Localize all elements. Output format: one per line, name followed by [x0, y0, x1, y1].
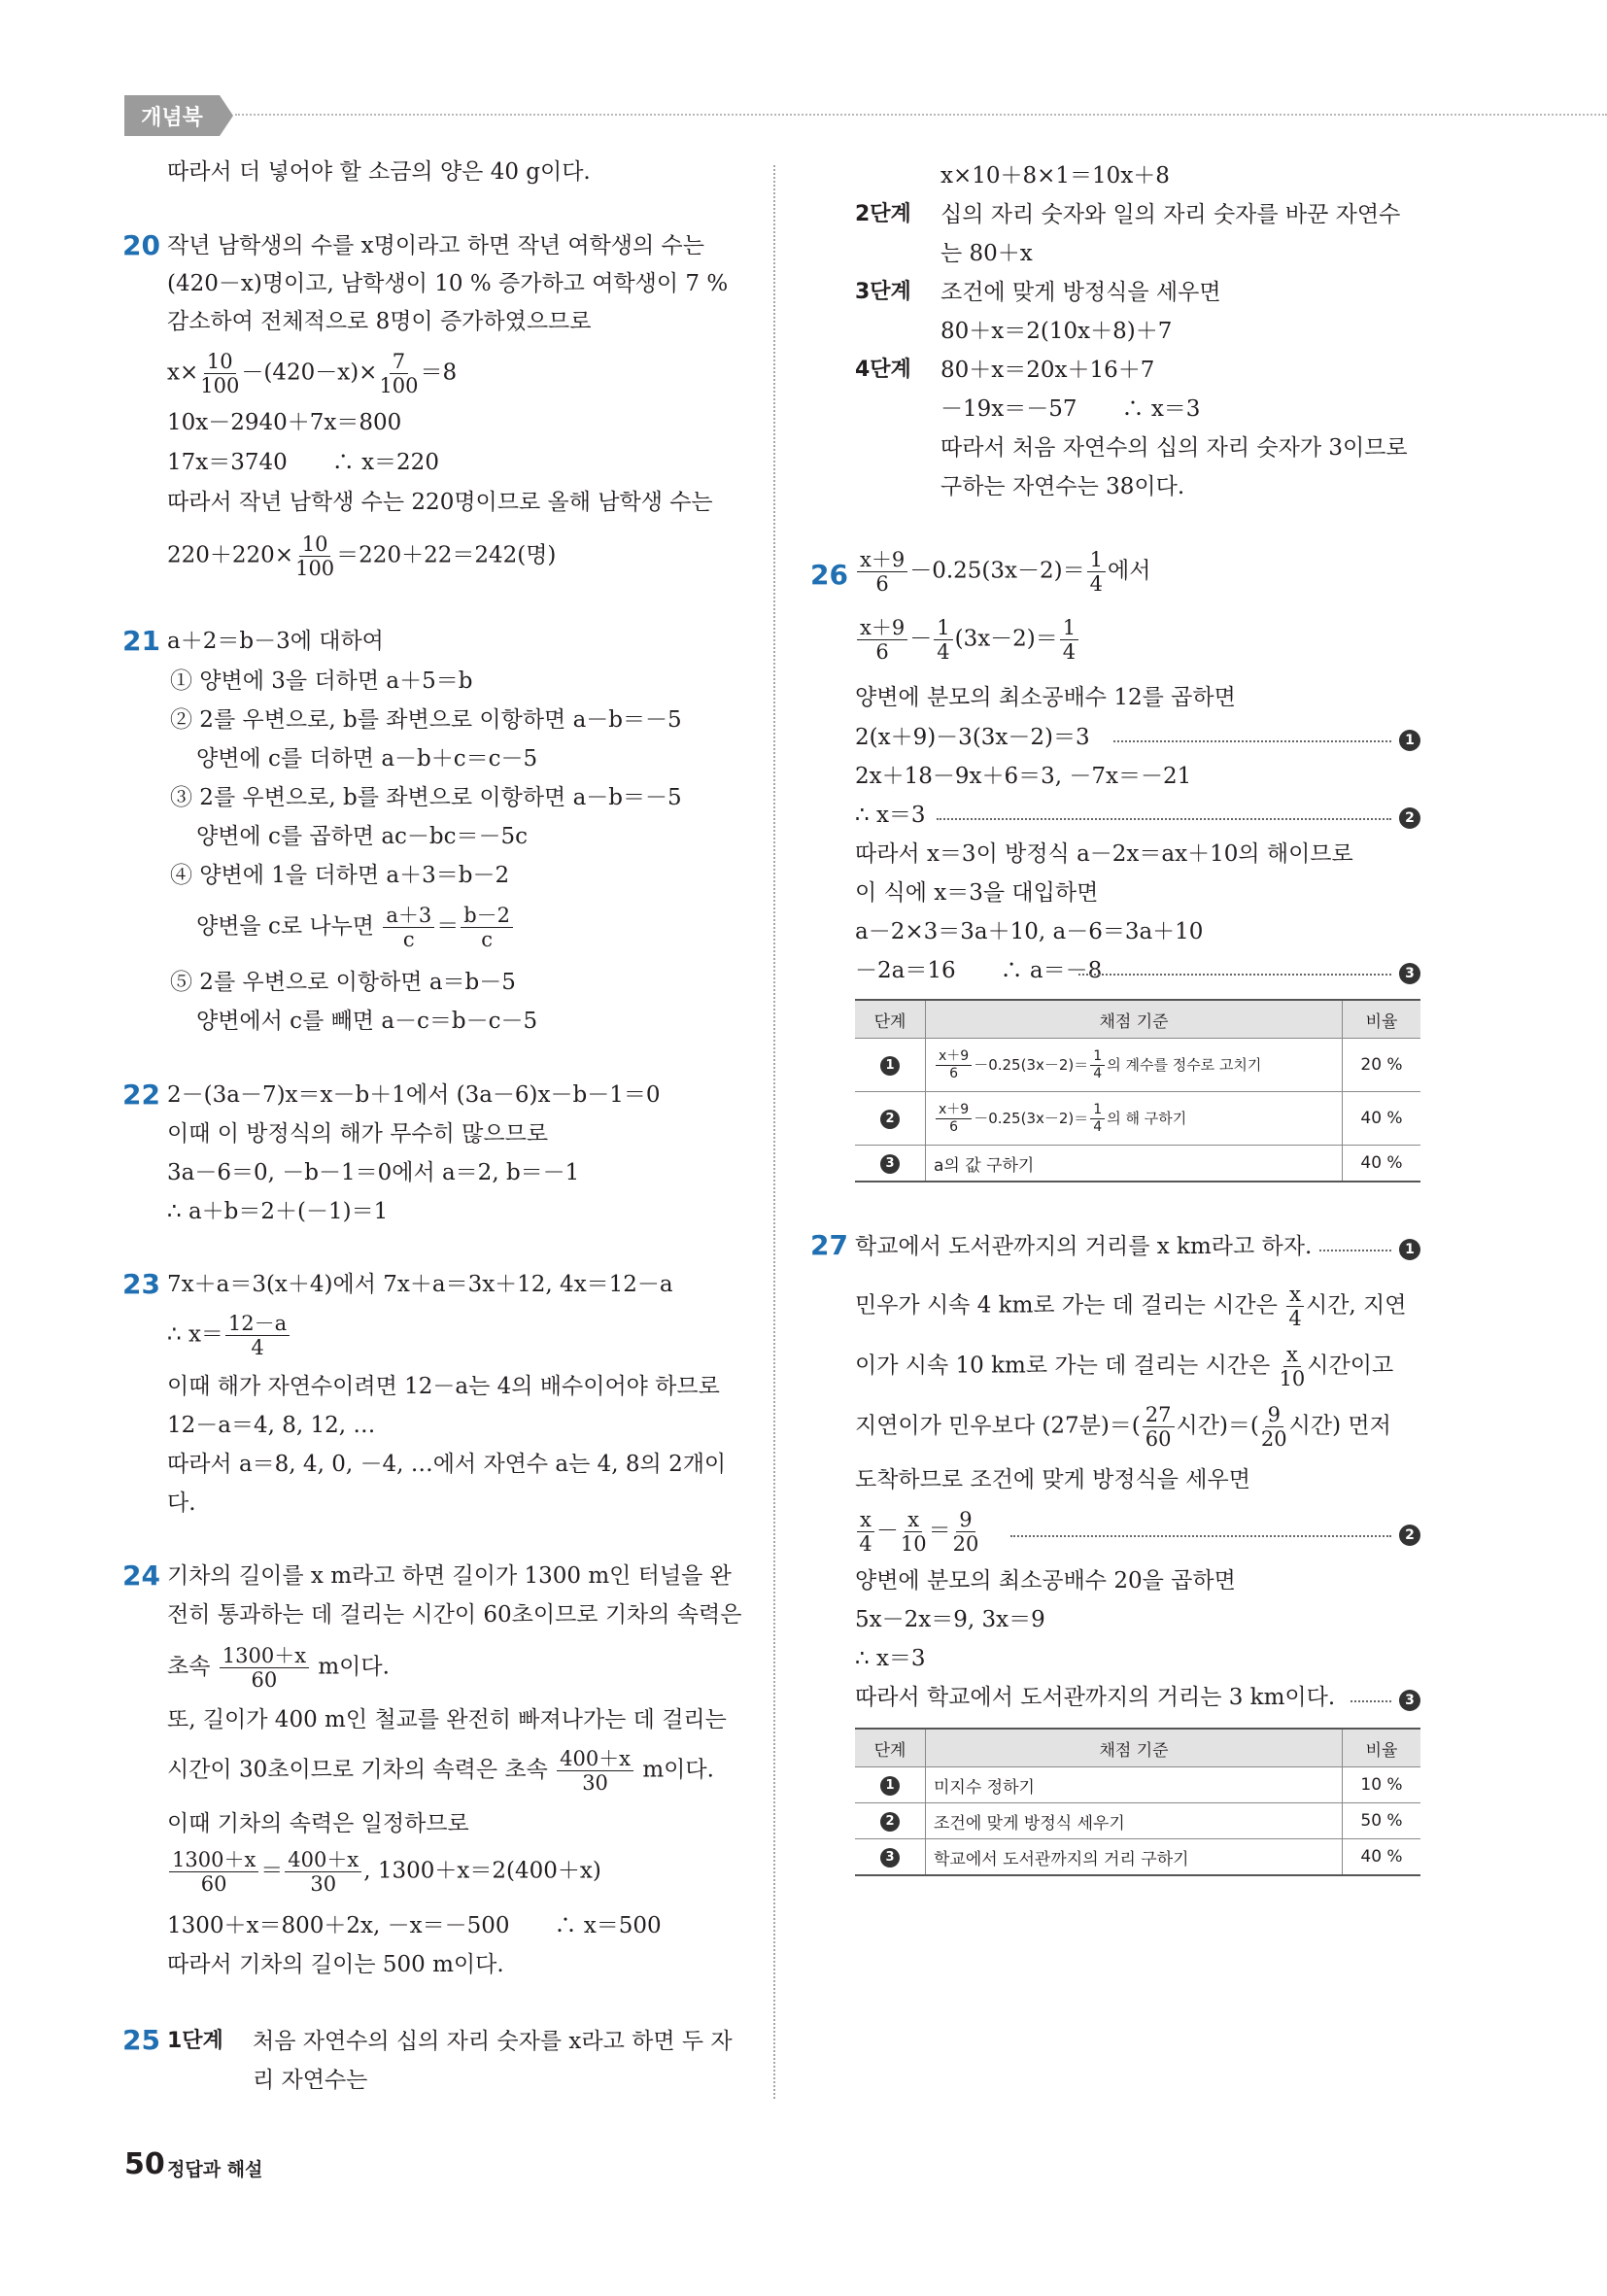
ratio-cell: 10 %	[1343, 1767, 1421, 1803]
step-label: 4단계	[855, 358, 911, 382]
equation-line	[855, 1343, 1393, 1390]
step-label: 3단계	[855, 280, 911, 304]
eq-text: ＝	[436, 913, 460, 940]
criteria-text: 의 계수를 정수로 고치기	[1107, 1055, 1262, 1074]
denominator: 100	[200, 374, 240, 397]
dotted-leader	[1078, 974, 1391, 976]
text-line: ∴ a＋b＝2＋(－1)＝1	[167, 1199, 389, 1224]
table-row	[855, 1803, 1420, 1839]
eq-text: , 1300＋x＝2(400＋x)	[363, 1858, 601, 1884]
text-line: a－2×3＝3a＋10, a－6＝3a＋10	[855, 919, 1204, 944]
grading-table-26	[855, 999, 1420, 1182]
fraction	[936, 1102, 972, 1136]
text-line: 따라서 처음 자연수의 십의 자리 숫자가 3이므로	[940, 435, 1408, 461]
numerator: x＋9	[857, 616, 907, 640]
text-line: x×10＋8×1＝10x＋8	[940, 163, 1170, 188]
criteria-cell	[926, 1092, 1343, 1146]
criteria-text: －0.25(3x－2)＝	[974, 1055, 1089, 1074]
section-tab-label: 개념북	[141, 105, 203, 130]
text-line: 2－(3a－7)x＝x－b＋1에서 (3a－6)x－b－1＝0	[167, 1082, 661, 1108]
text-line: －2a＝16 ∴ a＝－8	[855, 958, 1103, 983]
numerator: 9	[956, 1508, 974, 1532]
numerator: 1	[1090, 1048, 1105, 1066]
denominator: 4	[1089, 572, 1103, 596]
eq-text: 220＋220×	[167, 542, 294, 568]
text-line: 이 식에 x＝3을 대입하면	[855, 880, 1099, 906]
denominator: 60	[1145, 1427, 1172, 1451]
text-line: 양변에서 c를 빼면 a－c＝b－c－5	[196, 1009, 538, 1034]
text-line: (420－x)명이고, 남학생이 10 % 증가하고 여학생이 7 %	[167, 271, 729, 296]
denominator: 4	[1062, 640, 1077, 664]
dotted-leader	[1113, 740, 1391, 742]
equation-line	[196, 904, 515, 951]
step-cell	[855, 1767, 926, 1803]
table-row	[855, 1146, 1420, 1182]
ratio-cell: 20 %	[1343, 1039, 1421, 1092]
numerator: 9	[1265, 1403, 1283, 1427]
table-header: 채점 기준	[926, 1000, 1343, 1039]
fraction	[1143, 1403, 1175, 1451]
eq-text: ∴ x＝	[167, 1321, 223, 1348]
text-line: 양변에 분모의 최소공배수 12를 곱하면	[855, 685, 1236, 710]
score-marker-2: 2	[1399, 807, 1420, 829]
eq-text: －0.25(3x－2)＝	[909, 558, 1085, 584]
score-marker-3: 3	[1399, 1690, 1420, 1711]
text-line: 따라서 a＝8, 4, 0, －4, …에서 자연수 a는 4, 8의 2개이	[167, 1452, 727, 1477]
equation-line	[855, 616, 1080, 664]
eq-text: ＝220＋22＝242(명)	[336, 542, 557, 568]
criteria-text: 의 해 구하기	[1107, 1109, 1187, 1127]
denominator: 6	[949, 1065, 959, 1081]
fraction	[934, 616, 952, 664]
eq-text: 시간) 먼저	[1288, 1413, 1391, 1439]
text-line: ∴ x＝3	[855, 803, 926, 828]
text-line: 3a－6＝0, －b－1＝0에서 a＝2, b＝－1	[167, 1160, 580, 1185]
eq-text: 시간이고	[1307, 1353, 1394, 1379]
fraction	[1060, 616, 1078, 664]
eq-text: 시간, 지연	[1305, 1292, 1407, 1319]
eq-text: －	[875, 1518, 899, 1544]
numerator: 1	[934, 616, 952, 640]
denominator: 10	[1279, 1367, 1306, 1390]
text-line: 양변에 c를 더하면 a－b＋c＝c－5	[196, 746, 538, 771]
header-rule	[235, 114, 1607, 116]
ratio-cell: 40 %	[1343, 1839, 1421, 1876]
denominator: 20	[952, 1532, 979, 1556]
denominator: 4	[937, 640, 950, 664]
dotted-leader	[1351, 1700, 1391, 1702]
equation-line	[167, 1848, 601, 1896]
text-line: 기차의 길이를 x m라고 하면 길이가 1300 m인 터널을 완	[167, 1563, 732, 1589]
equation-line	[855, 1283, 1406, 1330]
criteria-cell: 미지수 정하기	[926, 1767, 1343, 1803]
table-header: 단계	[855, 1000, 926, 1039]
text-line: 는 80＋x	[940, 241, 1033, 266]
eq-text: m이다.	[311, 1654, 390, 1680]
step-badge: 2	[880, 1110, 900, 1129]
text-line: 따라서 기차의 길이는 500 m이다.	[167, 1952, 504, 1977]
denominator: c	[402, 928, 415, 951]
text-line: 2(x＋9)－3(3x－2)＝3	[855, 725, 1090, 750]
fraction	[1261, 1403, 1287, 1451]
fraction	[220, 1644, 309, 1692]
table-header: 채점 기준	[926, 1729, 1343, 1767]
problem-number-25: 25	[122, 2024, 160, 2056]
numerator: x＋9	[936, 1048, 972, 1066]
fraction	[557, 1747, 633, 1795]
denominator: 10	[900, 1532, 927, 1556]
eq-text: ＝	[260, 1858, 284, 1884]
denominator: 60	[200, 1872, 227, 1896]
step-badge: 1	[880, 1056, 900, 1076]
eq-text: －	[909, 626, 933, 652]
section-tab	[124, 95, 220, 136]
page-number: 50	[124, 2147, 165, 2181]
eq-text: 초속	[167, 1654, 218, 1680]
numerator: 7	[390, 350, 408, 374]
text-line: 처음 자연수의 십의 자리 숫자를 x라고 하면 두 자	[253, 2029, 733, 2054]
numerator: 1300＋x	[169, 1848, 258, 1872]
text-line: 십의 자리 숫자와 일의 자리 숫자를 바꾼 자연수	[940, 202, 1401, 227]
denominator: 60	[251, 1668, 278, 1692]
eq-text: 시간)＝(	[1176, 1413, 1259, 1439]
fraction	[901, 1508, 927, 1556]
table-header: 비율	[1343, 1000, 1421, 1039]
step-cell	[855, 1839, 926, 1876]
numerator: 400＋x	[285, 1848, 361, 1872]
numerator: a＋3	[383, 904, 434, 928]
denominator: 4	[1093, 1118, 1103, 1135]
numerator: x＋9	[936, 1102, 972, 1119]
step-badge: 2	[880, 1812, 900, 1832]
text-line: 이때 기차의 속력은 일정하므로	[167, 1811, 469, 1836]
text-line: 도착하므로 조건에 맞게 방정식을 세우면	[855, 1467, 1250, 1492]
eq-text: 양변을 c로 나누면	[196, 913, 382, 940]
footer-label: 정답과 해설	[167, 2159, 263, 2180]
problem-number-21: 21	[122, 625, 160, 657]
fraction	[379, 350, 418, 397]
problem-number-23: 23	[122, 1268, 160, 1300]
denominator: 4	[1288, 1307, 1302, 1330]
criteria-cell: a의 값 구하기	[926, 1146, 1343, 1182]
fraction	[1090, 1048, 1105, 1082]
text-line: 12－a＝4, 8, 12, …	[167, 1413, 376, 1438]
text-line: ④ 양변에 1을 더하면 a＋3＝b－2	[170, 863, 510, 888]
table-header: 단계	[855, 1729, 926, 1767]
ratio-cell: 40 %	[1343, 1146, 1421, 1182]
equation-line	[167, 350, 457, 397]
text-line: 10x－2940＋7x＝800	[167, 410, 402, 435]
eq-text: 지연이가 민우보다 (27분)＝(	[855, 1413, 1141, 1439]
text-line: 따라서 더 넣어야 할 소금의 양은 40 g이다.	[167, 159, 591, 185]
score-marker-1: 1	[1399, 730, 1420, 751]
fraction	[383, 904, 434, 951]
text-line: 전히 통과하는 데 걸리는 시간이 60초이므로 기차의 속력은	[167, 1602, 742, 1628]
fraction	[295, 532, 334, 580]
text-line: 이때 이 방정식의 해가 무수히 많으므로	[167, 1121, 549, 1147]
fraction	[936, 1048, 972, 1082]
eq-text: m이다.	[635, 1757, 714, 1783]
eq-text: x×	[167, 360, 199, 386]
denominator: 100	[379, 374, 419, 397]
text-line: ① 양변에 3을 더하면 a＋5＝b	[170, 668, 473, 694]
text-line: a＋2＝b－3에 대하여	[167, 629, 384, 654]
text-line: 감소하여 전체적으로 8명이 증가하였으므로	[167, 309, 592, 334]
numerator: 10	[299, 532, 331, 557]
score-marker-1: 1	[1399, 1239, 1420, 1260]
text-line: 구하는 자연수는 38이다.	[940, 474, 1185, 499]
fraction	[169, 1848, 258, 1896]
text-line: 양변에 분모의 최소공배수 20을 곱하면	[855, 1568, 1236, 1593]
denominator: 6	[949, 1118, 959, 1135]
eq-text: 에서	[1108, 558, 1151, 584]
numerator: x	[1283, 1343, 1301, 1367]
text-line: ② 2를 우변으로, b를 좌변으로 이항하면 a－b＝－5	[170, 707, 682, 733]
text-line: 또, 길이가 400 m인 철교를 완전히 빠져나가는 데 걸리는	[167, 1707, 727, 1732]
denominator: 30	[310, 1872, 337, 1896]
problem-number-26: 26	[810, 559, 848, 591]
problem-number-20: 20	[122, 229, 160, 261]
text-line: 80＋x＝20x＋16＋7	[940, 358, 1155, 383]
numerator: 400＋x	[557, 1747, 633, 1771]
text-line: 2x＋18－9x＋6＝3, －7x＝－21	[855, 764, 1192, 789]
text-line: 1300＋x＝800＋2x, －x＝－500 ∴ x＝500	[167, 1913, 662, 1938]
step-badge: 3	[880, 1154, 900, 1174]
text-line: 학교에서 도서관까지의 거리를 x km라고 하자.	[855, 1234, 1313, 1259]
criteria-cell: 학교에서 도서관까지의 거리 구하기	[926, 1839, 1343, 1876]
fraction	[857, 548, 907, 596]
grading-table-27	[855, 1728, 1420, 1876]
fraction	[1087, 548, 1106, 596]
eq-text: (3x－2)＝	[954, 626, 1058, 652]
table-row	[855, 1039, 1420, 1092]
problem-number-27: 27	[810, 1229, 848, 1261]
text-line: ⑤ 2를 우변으로 이항하면 a＝b－5	[170, 970, 516, 995]
equation-line	[167, 1747, 714, 1795]
text-line: 이때 해가 자연수이려면 12－a는 4의 배수이어야 하므로	[167, 1374, 720, 1399]
problem-number-24: 24	[122, 1559, 160, 1592]
numerator: 1	[1060, 616, 1078, 640]
equation-line	[855, 548, 1150, 596]
text-line: ∴ x＝3	[855, 1646, 926, 1671]
eq-text: 민우가 시속 4 km로 가는 데 걸리는 시간은	[855, 1292, 1285, 1319]
ratio-cell: 40 %	[1343, 1092, 1421, 1146]
criteria-cell	[926, 1039, 1343, 1092]
criteria-cell: 조건에 맞게 방정식 세우기	[926, 1803, 1343, 1839]
text-line: 작년 남학생의 수를 x명이라고 하면 작년 여학생의 수는	[167, 233, 704, 258]
numerator: x	[857, 1508, 874, 1532]
fraction	[200, 350, 239, 397]
step-label: 1단계	[167, 2029, 223, 2053]
step-badge: 1	[880, 1776, 900, 1796]
text-line: ③ 2를 우변으로, b를 좌변으로 이항하면 a－b＝－5	[170, 785, 682, 810]
table-row	[855, 1092, 1420, 1146]
fraction	[857, 1508, 874, 1556]
numerator: x＋9	[857, 548, 907, 572]
text-line: 7x＋a＝3(x＋4)에서 7x＋a＝3x＋12, 4x＝12－a	[167, 1272, 673, 1297]
eq-text: ＝8	[420, 360, 458, 386]
score-marker-2: 2	[1399, 1525, 1420, 1546]
denominator: 4	[1093, 1065, 1103, 1081]
fraction	[953, 1508, 979, 1556]
numerator: b－2	[461, 904, 513, 928]
equation-line	[855, 1403, 1391, 1451]
fraction	[1280, 1343, 1306, 1390]
step-cell	[855, 1146, 926, 1182]
fraction	[857, 616, 907, 664]
text-line: 리 자연수는	[253, 2068, 368, 2093]
fraction	[1090, 1102, 1105, 1136]
eq-text: －(420－x)×	[241, 360, 378, 386]
numerator: 1	[1087, 548, 1106, 572]
text-line: 80＋x＝2(10x＋8)＋7	[940, 319, 1173, 344]
text-line: 다.	[167, 1491, 196, 1516]
step-cell	[855, 1039, 926, 1092]
eq-text: 이가 시속 10 km로 가는 데 걸리는 시간은	[855, 1353, 1278, 1379]
fraction	[1286, 1283, 1304, 1330]
table-header: 비율	[1343, 1729, 1421, 1767]
denominator: 4	[251, 1336, 264, 1359]
column-divider	[773, 165, 775, 2099]
step-badge: 3	[880, 1848, 900, 1868]
text-line: －19x＝－57 ∴ x＝3	[940, 396, 1201, 422]
numerator: 1	[1090, 1102, 1105, 1119]
equation-line	[167, 1644, 390, 1692]
fraction	[285, 1848, 361, 1896]
problem-number-22: 22	[122, 1079, 160, 1111]
score-marker-3: 3	[1399, 963, 1420, 984]
text-line: 따라서 x＝3이 방정식 a－2x＝ax＋10의 해이므로	[855, 841, 1353, 867]
text-line: 조건에 맞게 방정식을 세우면	[940, 280, 1221, 305]
step-cell	[855, 1803, 926, 1839]
denominator: c	[481, 928, 494, 951]
table-row	[855, 1839, 1420, 1876]
denominator: 6	[875, 572, 889, 596]
dotted-leader	[1010, 1535, 1391, 1537]
text-line: 따라서 학교에서 도서관까지의 거리는 3 km이다.	[855, 1685, 1336, 1710]
fraction	[225, 1312, 290, 1359]
denominator: 20	[1260, 1427, 1287, 1451]
criteria-text: －0.25(3x－2)＝	[974, 1109, 1089, 1127]
text-line: 5x－2x＝9, 3x＝9	[855, 1607, 1045, 1632]
denominator: 100	[295, 557, 335, 580]
denominator: 4	[859, 1532, 872, 1556]
eq-text: 시간이 30초이므로 기차의 속력은 초속	[167, 1757, 556, 1783]
ratio-cell: 50 %	[1343, 1803, 1421, 1839]
text-line: 양변에 c를 곱하면 ac－bc＝－5c	[196, 824, 529, 849]
numerator: 1300＋x	[220, 1644, 309, 1668]
denominator: 30	[582, 1771, 608, 1795]
dotted-leader	[937, 818, 1391, 820]
dotted-leader	[1319, 1250, 1391, 1251]
denominator: 6	[875, 640, 889, 664]
table-row	[855, 1767, 1420, 1803]
equation-line	[167, 532, 556, 580]
text-line: 17x＝3740 ∴ x＝220	[167, 450, 439, 475]
step-label: 2단계	[855, 202, 911, 226]
step-cell	[855, 1092, 926, 1146]
text-line: 따라서 작년 남학생 수는 220명이므로 올해 남학생 수는	[167, 490, 713, 515]
equation-line	[167, 1312, 291, 1359]
numerator: x	[1286, 1283, 1304, 1307]
numerator: 12－a	[225, 1312, 290, 1336]
eq-text: ＝	[928, 1518, 951, 1544]
fraction	[461, 904, 513, 951]
equation-line	[855, 1508, 980, 1556]
numerator: 10	[204, 350, 236, 374]
numerator: x	[905, 1508, 922, 1532]
numerator: 27	[1143, 1403, 1175, 1427]
